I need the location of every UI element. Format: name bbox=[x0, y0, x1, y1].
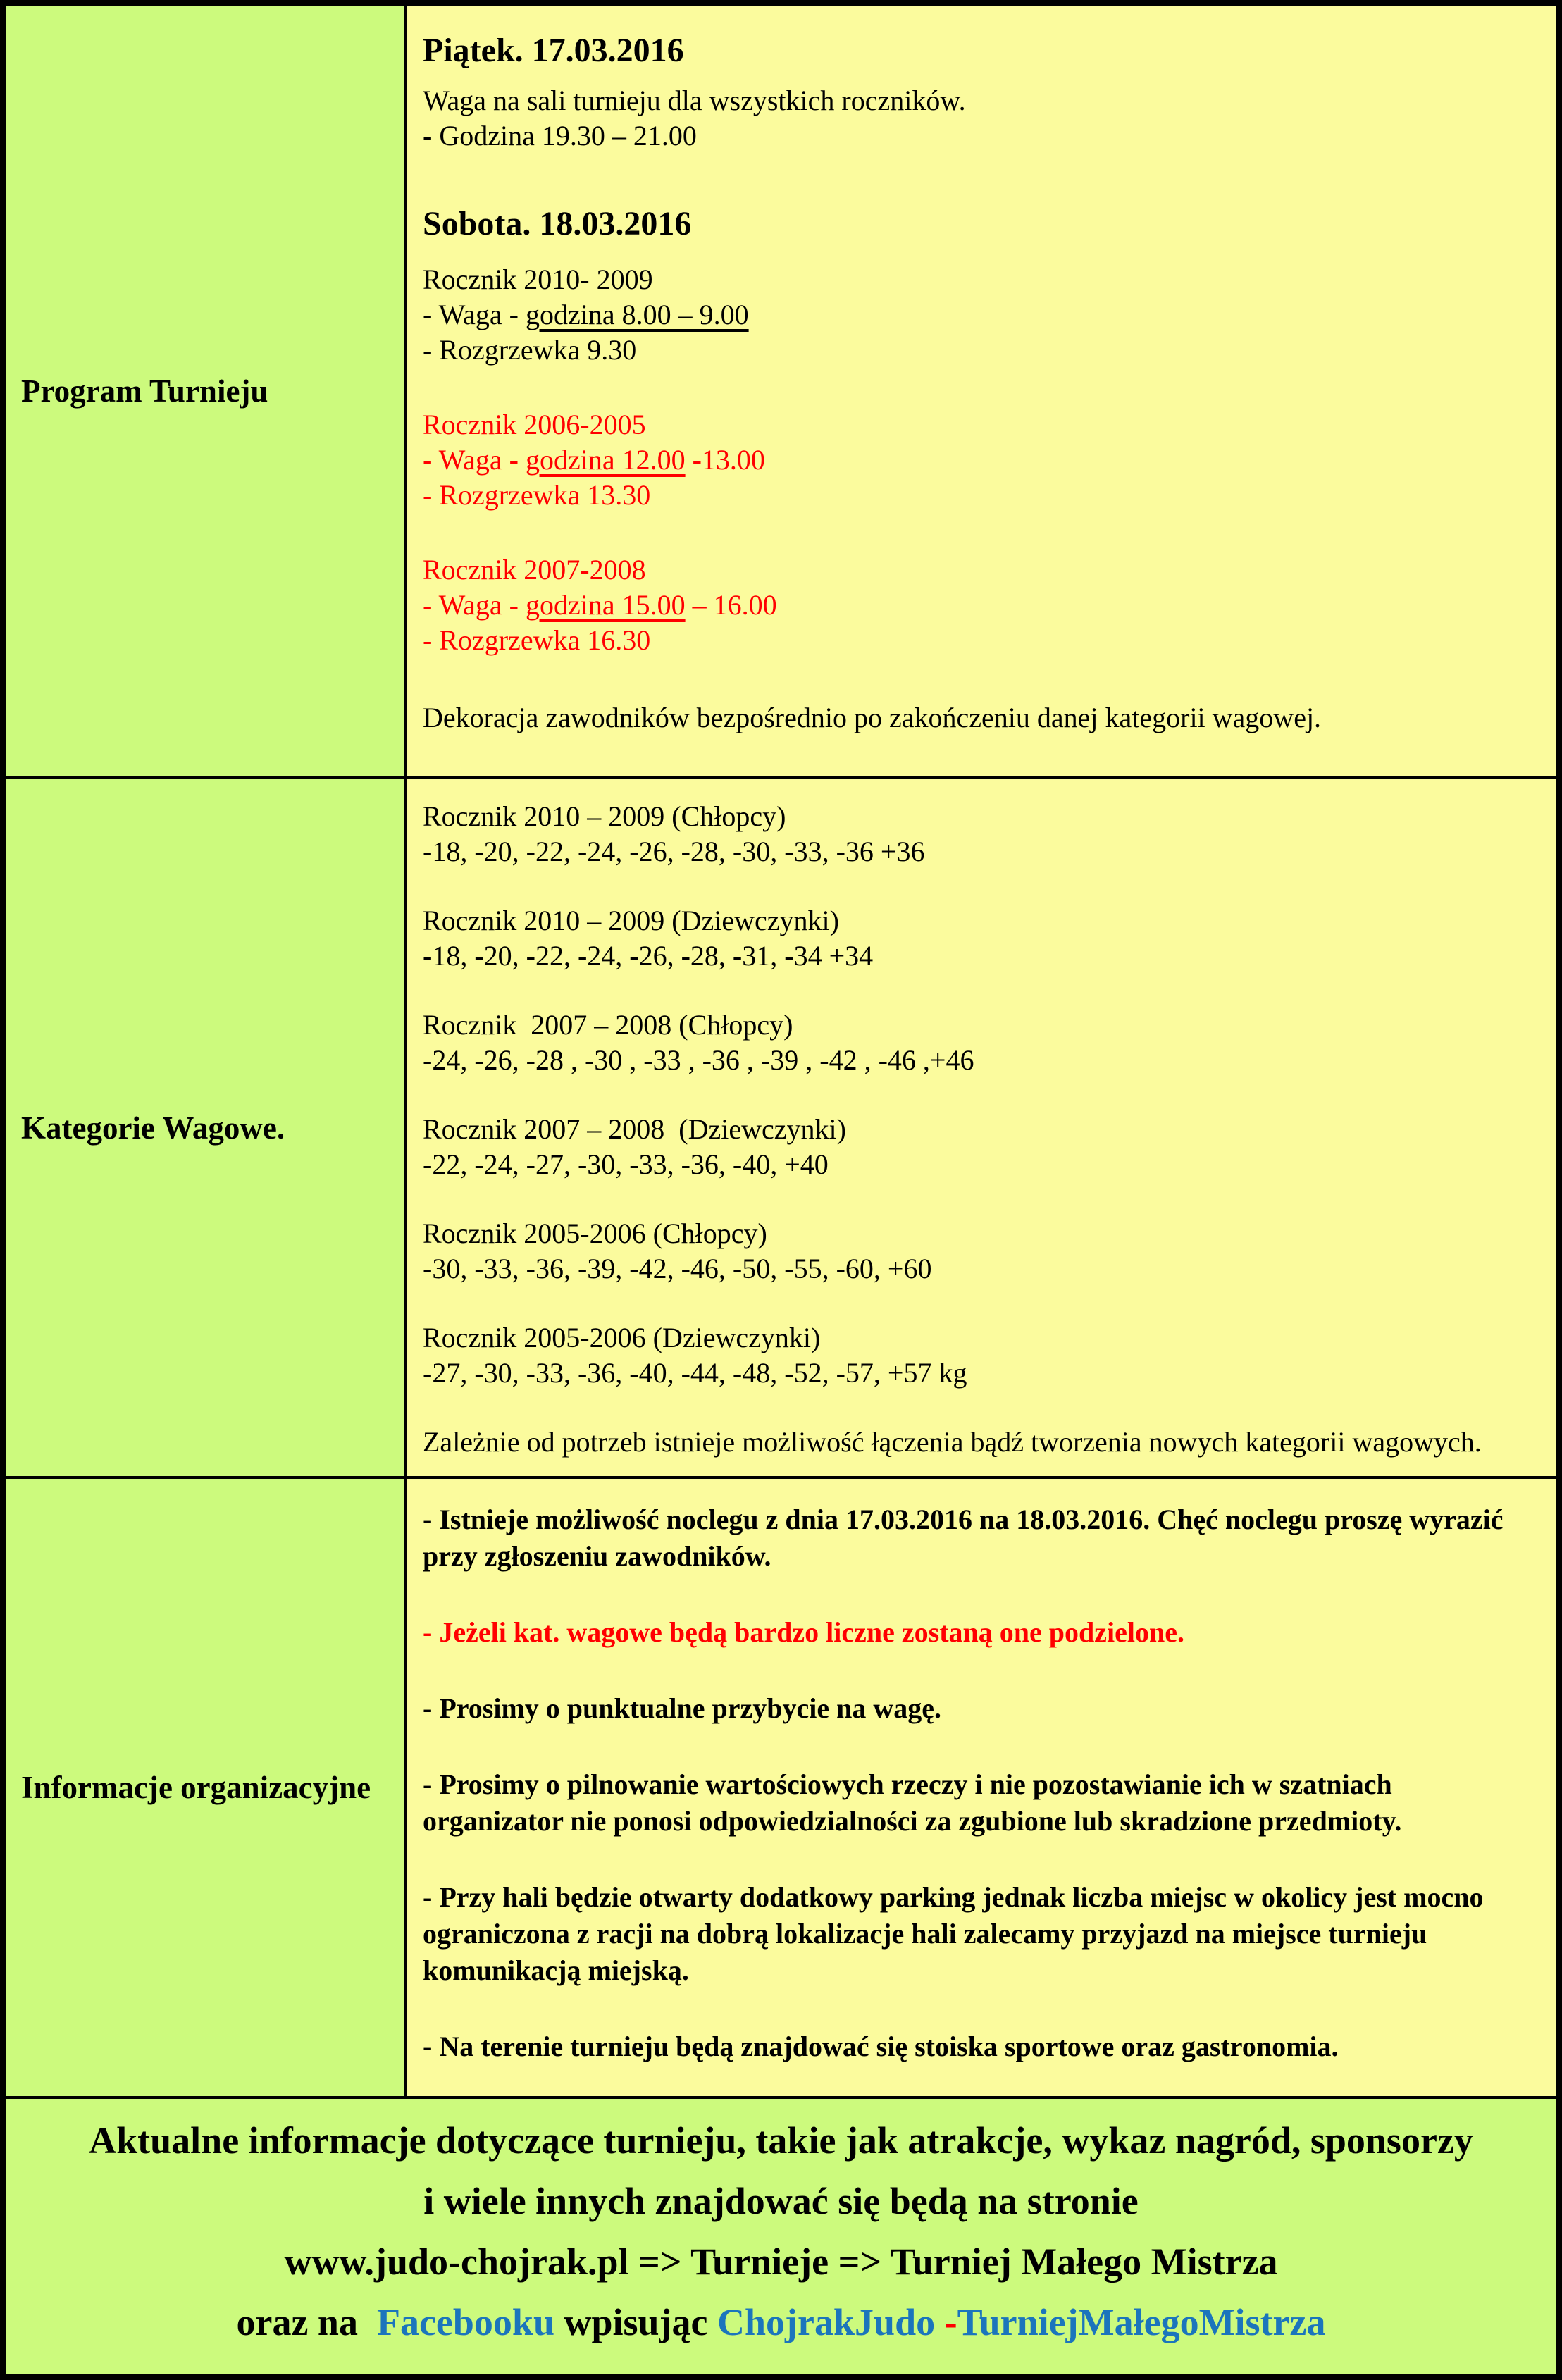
categories-label: Kategorie Wagowe. bbox=[21, 1110, 285, 1146]
info-item-punctuality: - Prosimy o punktualne przybycie na wagę. bbox=[423, 1692, 941, 1724]
group-warmup-line: - Rozgrzewka 9.30 bbox=[423, 334, 637, 366]
footer-wpisujac-text: wpisując bbox=[554, 2301, 718, 2343]
weighin-suffix: – 16.00 bbox=[685, 589, 777, 621]
info-table bbox=[6, 6, 1556, 2099]
group-title: Rocznik 2006-2005 bbox=[423, 409, 646, 440]
saturday-header: Sobota. 18.03.2016 bbox=[423, 205, 692, 242]
weight-category-group bbox=[423, 903, 1538, 974]
category-title: Rocznik 2005-2006 (Chłopcy) bbox=[423, 1217, 767, 1249]
category-title: Rocznik 2007 – 2008 (Dziewczynki) bbox=[423, 1113, 846, 1145]
footer-line-1: Aktualne informacje dotyczące turnieju, takie jak atrakcje, wykaz nagród, sponsorzy bbox=[89, 2119, 1473, 2162]
category-weights: -24, -26, -28 , -30 , -33 , -36 , -39 , -42 , -46 ,+46 bbox=[423, 1044, 974, 1076]
group-warmup-line: - Rozgrzewka 16.30 bbox=[423, 624, 651, 656]
footer-facebook-line bbox=[6, 2292, 1556, 2353]
weighin-prefix: - Waga - bbox=[423, 589, 526, 621]
category-weights: -27, -30, -33, -36, -40, -44, -48, -52, -57, +57 kg bbox=[423, 1357, 967, 1389]
weight-category-group bbox=[423, 1112, 1538, 1182]
weight-category-group bbox=[423, 1008, 1538, 1078]
group-warmup-line: - Rozgrzewka 13.30 bbox=[423, 479, 651, 511]
friday-header: Piątek. 17.03.2016 bbox=[423, 32, 684, 69]
footer-oraz-na-text: oraz na bbox=[236, 2301, 377, 2343]
friday-weighin-line: Waga na sali turnieju dla wszystkich roczników. bbox=[423, 85, 966, 116]
program-label: Program Turnieju bbox=[21, 373, 268, 409]
weighin-time-underlined: godzina 12.00 bbox=[525, 444, 686, 476]
weight-category-group bbox=[423, 1320, 1538, 1391]
info-item-stands: - Na terenie turnieju będą znajdować się stoiska sportowe oraz gastronomia. bbox=[423, 2031, 1339, 2062]
category-title: Rocznik 2010 – 2009 (Dziewczynki) bbox=[423, 905, 839, 936]
group-title: Rocznik 2007-2008 bbox=[423, 554, 646, 585]
category-weights: -22, -24, -27, -30, -33, -36, -40, +40 bbox=[423, 1148, 829, 1180]
weighin-prefix: - Waga - bbox=[423, 444, 526, 476]
info-item-lodging: - Istnieje możliwość noclegu z dnia 17.03.2016 na 18.03.2016. Chęć noclegu proszę wyrazić przy zgłoszeniu zawodników. bbox=[423, 1504, 1511, 1572]
weighin-prefix: - Waga - bbox=[423, 299, 526, 330]
group-weighin-line bbox=[423, 588, 1538, 623]
info-item-category-split: - Jeżeli kat. wagowe będą bardzo liczne zostaną one podzielone. bbox=[423, 1616, 1184, 1648]
category-weights: -30, -33, -36, -39, -42, -46, -50, -55, -60, +60 bbox=[423, 1253, 932, 1284]
footer-facebook-link: Facebooku bbox=[376, 2301, 554, 2343]
decoration-note: Dekoracja zawodników bezpośrednio po zakończeniu danej kategorii wagowej. bbox=[423, 702, 1322, 733]
weight-category-group bbox=[423, 799, 1538, 869]
program-label-cell bbox=[6, 6, 407, 779]
categories-note: Zależnie od potrzeb istnieje możliwość łączenia bądź tworzenia nowych kategorii wagowych. bbox=[423, 1426, 1482, 1458]
weighin-time-underlined: godzina 15.00 bbox=[525, 589, 686, 621]
info-item-valuables: - Prosimy o pilnowanie wartościowych rzeczy i nie pozostawianie ich w szatniach organizator nie ponosi odpowiedzialności za zgubione lub skradzione przedmioty. bbox=[423, 1768, 1402, 1837]
footer-website-path: www.judo-chojrak.pl => Turnieje => Turniej Małego Mistrza bbox=[284, 2240, 1278, 2283]
org-info-label-cell bbox=[6, 1479, 407, 2099]
footer-turniej-malego-mistrza-link: TurniejMałegoMistrza bbox=[957, 2301, 1326, 2343]
age-group-2006-2005 bbox=[423, 407, 1538, 513]
categories-content-cell bbox=[407, 779, 1556, 1479]
category-title: Rocznik 2010 – 2009 (Chłopcy) bbox=[423, 800, 786, 832]
age-group-2010-2009 bbox=[423, 262, 1538, 368]
category-weights: -18, -20, -22, -24, -26, -28, -31, -34 +34 bbox=[423, 940, 874, 972]
category-title: Rocznik 2007 – 2008 (Chłopcy) bbox=[423, 1009, 793, 1041]
footer-chojrakjudo-link: ChojrakJudo bbox=[717, 2301, 945, 2343]
footer-hyphen: - bbox=[944, 2301, 957, 2343]
program-content-cell bbox=[407, 6, 1556, 779]
footer-line-2: i wiele innych znajdować się będą na stronie bbox=[423, 2180, 1139, 2222]
age-group-2007-2008 bbox=[423, 552, 1538, 658]
category-title: Rocznik 2005-2006 (Dziewczynki) bbox=[423, 1322, 821, 1353]
org-info-content-cell bbox=[407, 1479, 1556, 2099]
friday-hours-line: - Godzina 19.30 – 21.00 bbox=[423, 120, 697, 151]
categories-label-cell bbox=[6, 779, 407, 1479]
info-item-parking: - Przy hali będzie otwarty dodatkowy parking jednak liczba miejsc w okolicy jest mocno ograniczona z racji na dobrą lokalizacje hali zalecamy przyjazd na miejsce turnieju komunikacją miejską. bbox=[423, 1881, 1491, 1986]
category-weights: -18, -20, -22, -24, -26, -28, -30, -33, -36 +36 bbox=[423, 836, 925, 867]
group-weighin-line bbox=[423, 297, 1538, 333]
org-info-label: Informacje organizacyjne bbox=[21, 1770, 371, 1805]
group-weighin-line bbox=[423, 442, 1538, 478]
weighin-time-underlined: godzina 8.00 – 9.00 bbox=[525, 299, 749, 330]
weighin-suffix: -13.00 bbox=[685, 444, 765, 476]
footer-banner bbox=[6, 2099, 1556, 2374]
group-title: Rocznik 2010- 2009 bbox=[423, 264, 653, 295]
weight-category-group bbox=[423, 1216, 1538, 1287]
